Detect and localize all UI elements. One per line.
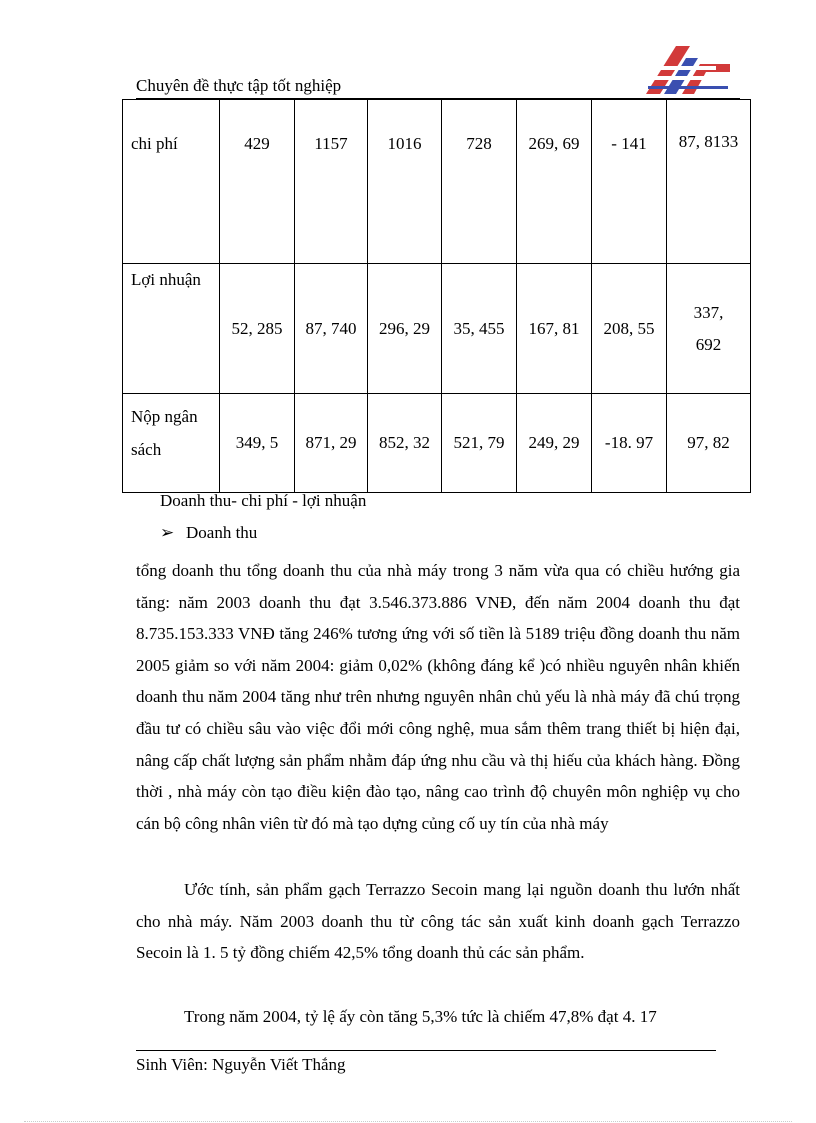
bullet-item <box>160 523 257 543</box>
table-cell: 87, 8133 <box>667 100 751 264</box>
table-cell: 852, 32 <box>368 394 442 493</box>
table-row-chi-phi <box>123 100 751 264</box>
page-header-title: Chuyên đề thực tập tốt nghiệp <box>136 76 342 95</box>
table-cell: - 141 <box>592 100 667 264</box>
company-logo <box>646 44 730 96</box>
table-cell: 249, 29 <box>517 394 592 493</box>
table-cell: 35, 455 <box>442 264 517 394</box>
table-cell: 52, 285 <box>220 264 295 394</box>
table-row-nop-ngan-sach <box>123 394 751 493</box>
table-cell: 521, 79 <box>442 394 517 493</box>
table-cell: 337, 692 <box>667 264 751 394</box>
table-cell: 871, 29 <box>295 394 368 493</box>
paragraph: Ước tính, sản phẩm gạch Terrazzo Secoin mang lại nguồn doanh thu lướn nhất cho nhà máy. Năm 2003 doanh thu từ công tác sản xuất kinh doanh gạch Terrazzo Secoin là 1. 5 tỷ đồng chiếm 42,5% tổng doanh thủ các sản phẩm. <box>136 880 740 963</box>
table-cell: -18. 97 <box>592 394 667 493</box>
table-cell: 296, 29 <box>368 264 442 394</box>
section-subtitle: Doanh thu- chi phí - lợi nhuận <box>160 491 367 510</box>
page-bottom-dotted-line <box>24 1121 792 1122</box>
table-cell: 349, 5 <box>220 394 295 493</box>
table-cell: 87, 740 <box>295 264 368 394</box>
arrow-bullet-icon: ➢ <box>160 523 175 542</box>
table-cell: 269, 69 <box>517 100 592 264</box>
paragraph: Trong năm 2004, tỷ lệ ấy còn tăng 5,3% tức là chiếm 47,8% đạt 4. 17 <box>184 1007 657 1026</box>
paragraph: tổng doanh thu tổng doanh thu của nhà máy trong 3 năm vừa qua có chiều hướng gia tăng: năm 2003 doanh thu đạt 3.546.373.886 VNĐ, đến năm 2004 doanh thu đạt 8.735.153.333 VNĐ tăng 246% tương ứng với số tiền là 5189 triệu đồng doanh thu năm 2005 giảm so với năm 2004: giảm 0,02% (không đáng kể )có nhiều nguyên nhân khiến doanh thu năm 2004 tăng như trên nhưng nguyên nhân chủ yếu là nhà máy đã chú trọng đầu tư có chiều sâu vào việc đổi mới công nghệ, mua sắm thêm trang thiết bị hiện đại, nâng cấp chất lượng sản phẩm nhằm đáp ứng nhu cầu và thị hiếu của khách hàng. Đồng thời , nhà máy còn tạo điều kiện đào tạo, nâng cao trình độ chuyên môn nghiệp vụ cho cán bộ công nhân viên từ đó mà tạo dựng củng cố uy tín của nhà máy <box>136 561 740 833</box>
table-row-loi-nhuan <box>123 264 751 394</box>
table-cell: 1016 <box>368 100 442 264</box>
row-label: Nộp ngân sách <box>123 394 220 493</box>
footer-author: Sinh Viên: Nguyễn Viết Thắng <box>136 1055 346 1074</box>
row-label: Lợi nhuận <box>123 264 220 394</box>
bullet-label: Doanh thu <box>186 523 258 542</box>
table-cell: 97, 82 <box>667 394 751 493</box>
row-label: chi phí <box>123 100 220 264</box>
table-cell: 429 <box>220 100 295 264</box>
table-cell: 167, 81 <box>517 264 592 394</box>
table-cell: 728 <box>442 100 517 264</box>
financial-table <box>122 99 751 493</box>
footer-divider <box>136 1050 716 1051</box>
table-cell: 1157 <box>295 100 368 264</box>
table-cell: 208, 55 <box>592 264 667 394</box>
